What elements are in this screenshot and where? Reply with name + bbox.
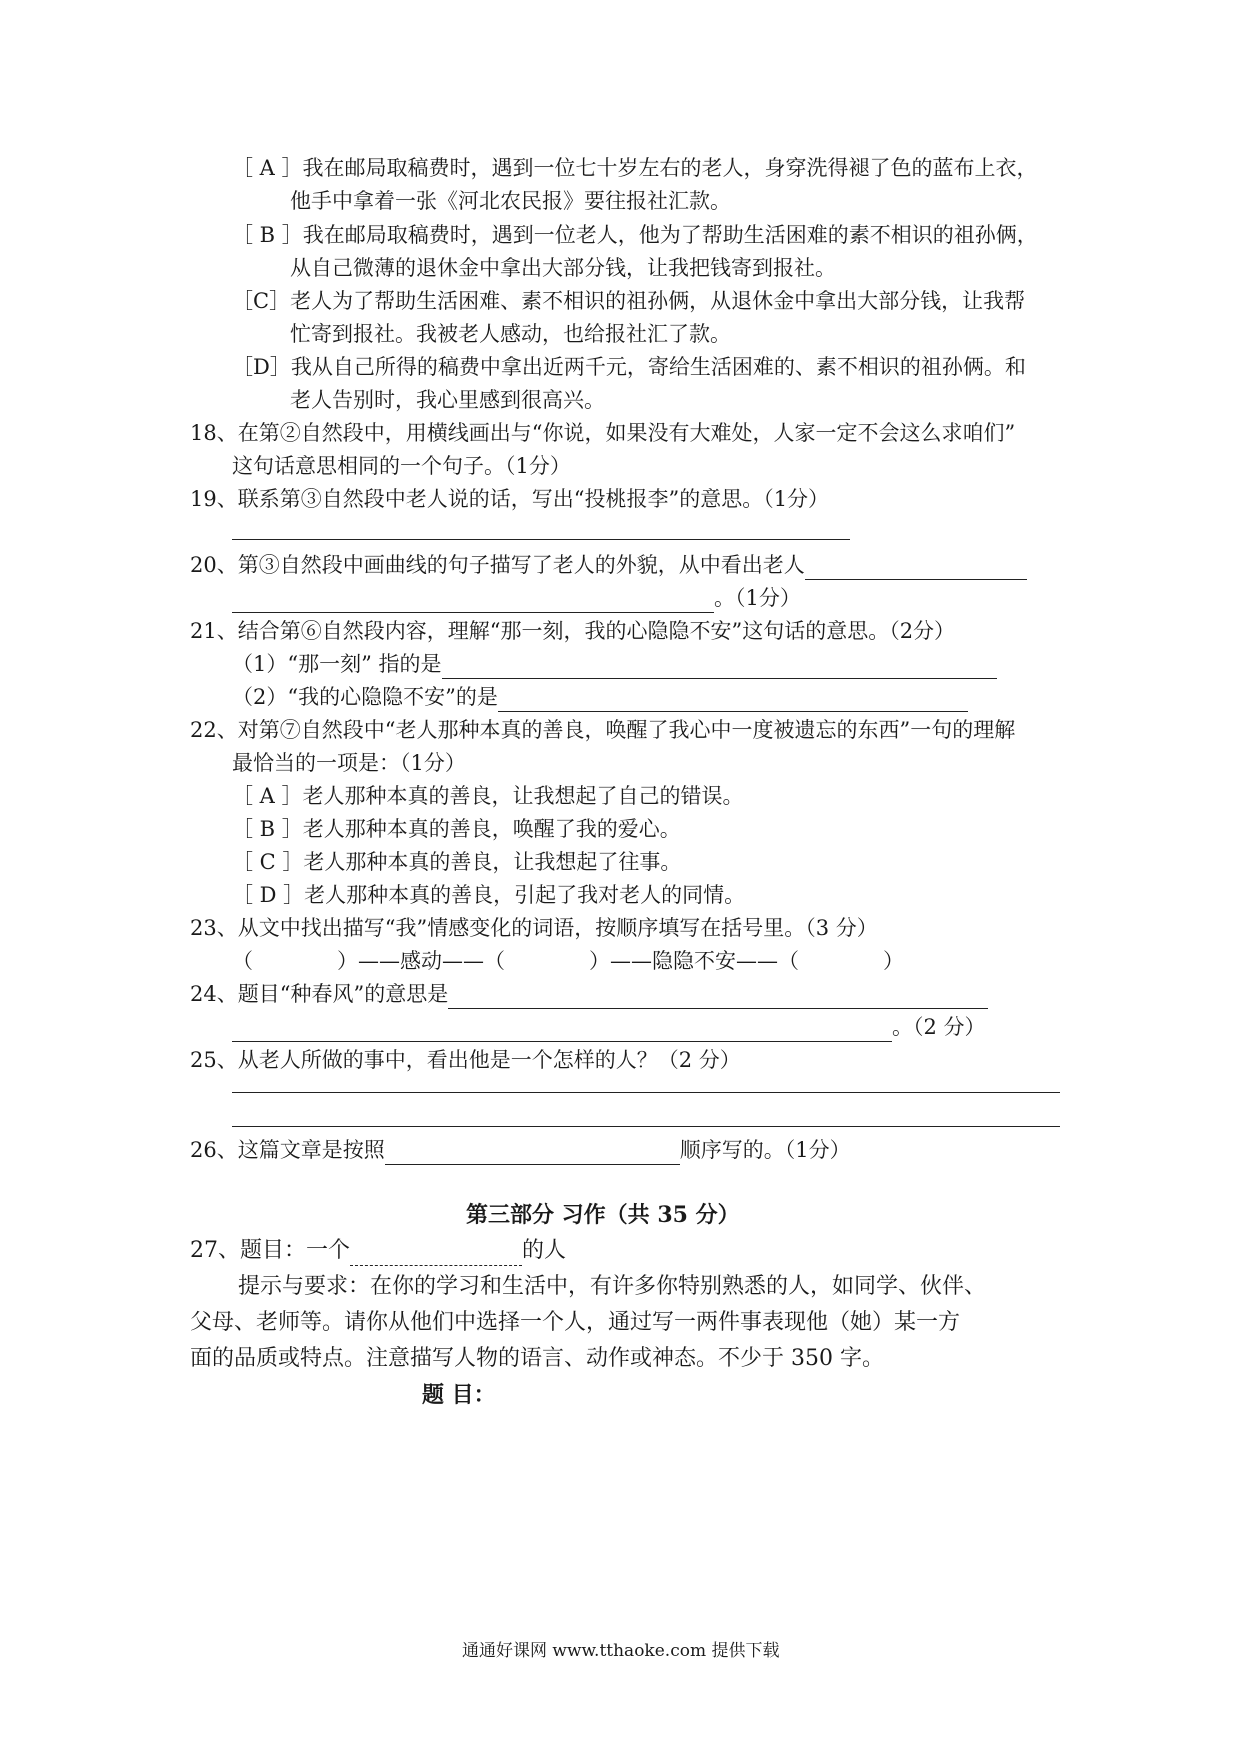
q20-answer-blank-2[interactable] [232,590,714,613]
q22-option-b: ［ B ］老人那种本真的善良，唤醒了我的爱心。 [232,817,681,841]
page-footer: 通通好课网 www.tthaoke.com 提供下载 [462,1641,780,1661]
q22-option-a: ［ A ］老人那种本真的善良，让我想起了自己的错误。 [232,784,744,808]
q26-answer-blank[interactable] [385,1142,680,1165]
q17-option-b-line2: 从自己微薄的退休金中拿出大部分钱，让我把钱寄到报社。 [290,256,836,280]
q17-option-c-line1: ［C］老人为了帮助生活困难、素不相识的祖孙俩，从退休金中拿出大部分钱，让我帮 [232,289,1026,313]
q22-option-c: ［ C ］老人那种本真的善良，让我想起了往事。 [232,850,682,874]
q24-line2 [232,1012,986,1042]
q22-option-d: ［ D ］老人那种本真的善良，引起了我对老人的同情。 [232,883,746,907]
q27-prompt-line3: 面的品质或特点。注意描写人物的语言、动作或神态。不少于 350 字。 [190,1346,884,1371]
q27-prompt-line2: 父母、老师等。请你从他们中选择一个人，通过写一两件事表现他（她）某一方 [190,1310,961,1335]
q21-sub1-line [232,649,997,679]
q17-option-d-line2: 老人告别时，我心里感到很高兴。 [290,388,605,412]
q27-title-blank[interactable] [350,1243,522,1266]
q21-sub2: （2）“我的心隐隐不安”的是 [232,685,498,709]
q25-answer-line-2[interactable] [232,1126,1060,1127]
q26-line [190,1135,851,1165]
q27-title-label: 题 目： [422,1382,496,1408]
section-3-title: 第三部分 习作（共 35 分） [466,1202,740,1228]
q20-end: 。（1分） [714,586,801,610]
q21-sub1-blank[interactable] [442,656,997,679]
q22-line2: 最恰当的一项是：（1分） [232,751,466,775]
q24-line1 [190,979,988,1009]
q25-question: 25、从老人所做的事中，看出他是一个怎样的人？（2 分） [190,1048,741,1072]
q21-sub2-line [232,682,968,712]
q21-sub1: （1）“那一刻” 指的是 [232,652,442,676]
q19-answer-line[interactable] [232,539,850,540]
q20-answer-blank-1[interactable] [805,557,1027,580]
q23-question: 23、从文中找出描写“我”情感变化的词语，按顺序填写在括号里。（3 分） [190,916,878,940]
q18-line1: 18、在第②自然段中，用横线画出与“你说，如果没有大难处，人家一定不会这么求咱们” [190,421,1016,445]
q19-question: 19、联系第③自然段中老人说的话，写出“投桃报李”的意思。（1分） [190,487,830,511]
q20-text: 20、第③自然段中画曲线的句子描写了老人的外貌，从中看出老人 [190,553,805,577]
q22-line1: 22、对第⑦自然段中“老人那种本真的善良，唤醒了我心中一度被遗忘的东西”一句的理解 [190,718,1016,742]
q26-after: 顺序写的。（1分） [679,1138,851,1162]
q25-answer-line-1[interactable] [232,1092,1060,1093]
q17-option-a-line2: 他手中拿着一张《河北农民报》要往报社汇款。 [290,189,731,213]
q17-option-c-line2: 忙寄到报社。我被老人感动，也给报社汇了款。 [290,322,731,346]
q24-end: 。（2 分） [892,1015,986,1039]
q17-option-b-line1: ［ B ］我在邮局取稿费时，遇到一位老人，他为了帮助生活困难的素不相识的祖孙俩， [232,223,1038,247]
q17-option-d-line1: ［D］我从自己所得的稿费中拿出近两千元，寄给生活困难的、素不相识的祖孙俩。和 [232,355,1026,379]
q27-title-line [190,1236,566,1266]
q27-before: 27、题目：一个 [190,1238,350,1263]
q24-answer-blank-2[interactable] [232,1019,892,1042]
q17-option-a-line1: ［ A ］我在邮局取稿费时，遇到一位七十岁左右的老人，身穿洗得褪了色的蓝布上衣， [232,156,1038,180]
q26-before: 26、这篇文章是按照 [190,1138,385,1162]
q21-sub2-blank[interactable] [498,689,968,712]
q24-answer-blank-1[interactable] [448,986,988,1009]
q27-prompt-line1: 提示与要求：在你的学习和生活中，有许多你特别熟悉的人，如同学、伙伴、 [238,1274,987,1299]
q18-line2: 这句话意思相同的一个句子。（1分） [232,454,571,478]
q24-question: 24、题目“种春风”的意思是 [190,982,449,1006]
q20-line1 [190,550,1027,580]
q20-line2 [232,583,801,613]
q21-question: 21、结合第⑥自然段内容，理解“那一刻，我的心隐隐不安”这句话的意思。（2分） [190,619,956,643]
q23-fill-brackets[interactable]: （ ）——感动——（ ）——隐隐不安——（ ） [232,949,904,973]
q27-after: 的人 [522,1238,567,1263]
